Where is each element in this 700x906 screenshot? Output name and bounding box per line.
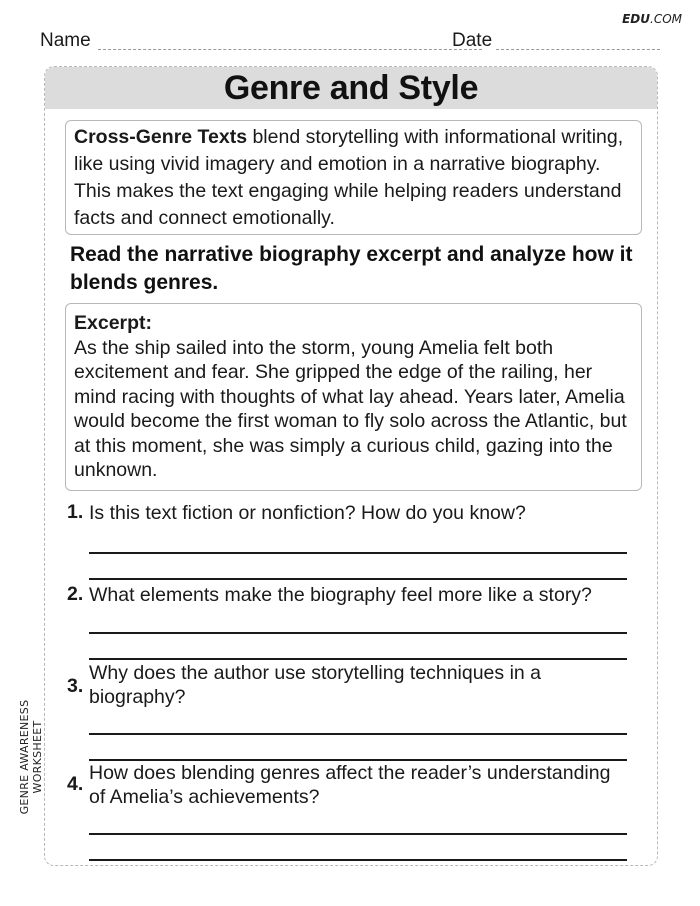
excerpt-text: As the ship sailed into the storm, young Amelia felt both excitement and fear. She gripped the edge of the railing, her mind racing with thoughts of what lay ahead. Years later, Amelia would become the first woman to fly solo across the Atlantic, but at this moment, she was simply a curious child, gazing into the unknown. xyxy=(74,336,627,481)
question-text: Why does the author use storytelling techniques in a biography? xyxy=(89,662,542,708)
date-field[interactable] xyxy=(496,49,660,50)
definition-text: blend storytelling with informational writing, like using vivid imagery and emotion in a narrative biography. This makes the text engaging while helping readers understand facts and connect emotionally. xyxy=(74,126,624,229)
question-number: 1. xyxy=(67,501,84,523)
answer-line[interactable] xyxy=(89,632,627,634)
name-label: Name xyxy=(40,30,91,51)
question-text: Is this text fiction or nonfiction? How do you know? xyxy=(89,502,526,524)
edu-logo xyxy=(622,12,682,26)
answer-line[interactable] xyxy=(89,859,627,861)
question-text: How does blending genres affect the reader’s understanding of Amelia’s achievements? xyxy=(89,762,611,808)
logo-rest: .COM xyxy=(650,12,682,26)
answer-line[interactable] xyxy=(89,578,627,580)
question-number: 4. xyxy=(67,773,84,795)
date-label: Date xyxy=(452,30,493,51)
answer-line[interactable] xyxy=(89,658,627,660)
excerpt-box xyxy=(65,303,642,491)
instruction-text: Read the narrative biography excerpt and analyze how it blends genres. xyxy=(70,243,633,294)
question-number: 2. xyxy=(67,583,84,605)
question-text: What elements make the biography feel more like a story? xyxy=(89,584,592,606)
excerpt-label: Excerpt: xyxy=(74,312,153,334)
definition-box xyxy=(65,120,642,235)
answer-line[interactable] xyxy=(89,733,627,735)
question-number: 3. xyxy=(67,675,84,697)
definition-term: Cross-Genre Texts xyxy=(74,126,248,148)
logo-bold: EDU xyxy=(622,12,650,26)
name-field[interactable] xyxy=(98,49,482,50)
answer-line[interactable] xyxy=(89,833,627,835)
page-title: Genre and Style xyxy=(45,67,657,109)
answer-line[interactable] xyxy=(89,552,627,554)
worksheet xyxy=(44,66,658,866)
student-info-row xyxy=(40,30,660,52)
side-label: GENRE AWARENESS WORKSHEET xyxy=(18,699,44,815)
